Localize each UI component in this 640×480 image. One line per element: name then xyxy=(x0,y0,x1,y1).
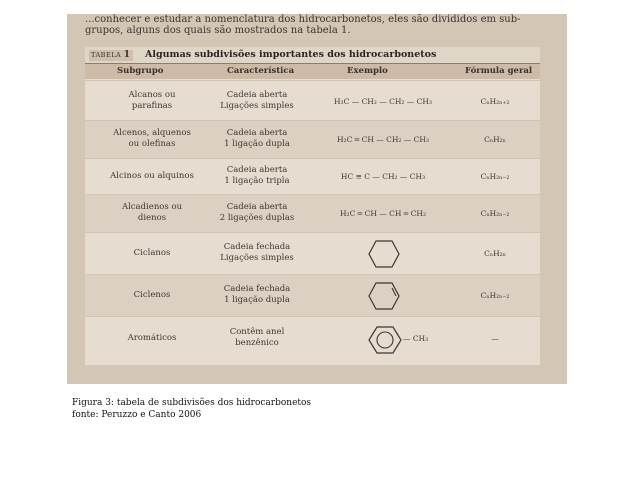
feature-line-1: Cadeia aberta xyxy=(226,202,288,212)
intro-line-1: ...conhecer e estudar a nomenclatura dos hidrocarbonetos, eles são divididos em sub- xyxy=(85,14,521,25)
subgroup-line-2: dienos xyxy=(137,213,167,223)
feature-line-2: 1 ligação dupla xyxy=(224,295,290,305)
table-row xyxy=(85,120,540,159)
subgroup-line-2: ou olefinas xyxy=(128,139,176,149)
row-feature xyxy=(207,242,307,264)
row-example: H₃C — CH₂ — CH₂ — CH₃ xyxy=(334,97,432,106)
column-headers xyxy=(85,64,540,79)
row-example: — CH₃ xyxy=(403,334,429,343)
subgroup-line-1: Alcadienos ou xyxy=(121,202,183,212)
row-formula: CₙH₂ₙ xyxy=(484,135,506,144)
table-row xyxy=(85,316,540,361)
feature-line-1: Cadeia fechada xyxy=(223,284,291,294)
row-subgroup: Ciclenos xyxy=(133,290,171,300)
row-formula: CₙH₂ₙ₋₂ xyxy=(480,209,510,218)
header-subgrupo: Subgrupo xyxy=(117,66,164,76)
feature-line-2: Ligações simples xyxy=(220,101,294,111)
feature-line-1: Cadeia aberta xyxy=(226,165,288,175)
table-row xyxy=(85,232,540,275)
row-example: H₂C ═ CH — CH ═ CH₂ xyxy=(340,209,426,218)
header-formula-geral: Fórmula geral xyxy=(465,66,533,76)
table-tag xyxy=(89,50,133,61)
row-subgroup: Alcinos ou alquinos xyxy=(110,171,194,181)
subgroup-line-1: Alcanos ou xyxy=(128,90,176,100)
table-row xyxy=(85,274,540,317)
row-feature xyxy=(207,90,307,112)
feature-line-1: Contêm anel xyxy=(229,327,285,337)
feature-line-1: Cadeia fechada xyxy=(223,242,291,252)
header-caracteristica: Característica xyxy=(227,66,295,76)
row-formula: — xyxy=(491,334,499,343)
row-example: H₂C ═ CH — CH₂ — CH₃ xyxy=(337,135,429,144)
table-row xyxy=(85,80,540,121)
table-number: 1 xyxy=(123,50,131,60)
hydrocarbon-table xyxy=(85,47,540,365)
feature-line-1: Cadeia aberta xyxy=(226,90,288,100)
table-header-bar xyxy=(85,47,540,64)
row-feature xyxy=(207,327,307,349)
feature-line-1: Cadeia aberta xyxy=(226,128,288,138)
row-formula: CₙH₂ₙ xyxy=(484,249,506,258)
table-title: Algumas subdivisões importantes dos hidrocarbonetos xyxy=(145,49,437,60)
row-feature xyxy=(207,128,307,150)
row-subgroup xyxy=(97,202,207,224)
subgroup-line-1: Alcenos, alquenos xyxy=(113,128,191,138)
table-row xyxy=(85,158,540,195)
feature-line-2: Ligações simples xyxy=(220,253,294,263)
table-tag-label: TABELA xyxy=(91,51,122,59)
row-subgroup xyxy=(97,128,207,150)
feature-line-2: 1 ligação dupla xyxy=(224,139,290,149)
header-exemplo: Exemplo xyxy=(347,66,388,76)
table-row xyxy=(85,194,540,233)
row-formula: CₙH₂ₙ₋₂ xyxy=(480,172,510,181)
row-formula: CₙH₂ₙ₋₂ xyxy=(480,291,510,300)
subgroup-line-2: parafinas xyxy=(131,101,173,111)
cyclohexene-icon xyxy=(367,281,401,311)
feature-line-2: benzênico xyxy=(235,338,279,348)
row-subgroup: Ciclanos xyxy=(133,248,171,258)
row-subgroup xyxy=(97,90,207,112)
feature-line-2: 2 ligações duplas xyxy=(219,213,295,223)
figure-caption: Figura 3: tabela de subdivisões dos hidrocarbonetos xyxy=(72,398,312,408)
row-feature xyxy=(207,202,307,224)
intro-line-2: grupos, alguns dos quais são mostrados na tabela 1. xyxy=(85,25,351,36)
row-feature xyxy=(207,284,307,306)
benzene-ring-icon xyxy=(367,324,403,356)
figure-source: fonte: Peruzzo e Canto 2006 xyxy=(72,410,202,420)
row-example: HC ≡ C — CH₂ — CH₃ xyxy=(340,172,426,181)
table-photo xyxy=(67,14,567,384)
row-formula: CₙH₂ₙ₊₂ xyxy=(480,97,510,106)
cyclohexane-icon xyxy=(367,239,401,269)
row-subgroup: Aromáticos xyxy=(127,333,177,343)
row-feature xyxy=(207,165,307,187)
feature-line-2: 1 ligação tripla xyxy=(224,176,290,186)
